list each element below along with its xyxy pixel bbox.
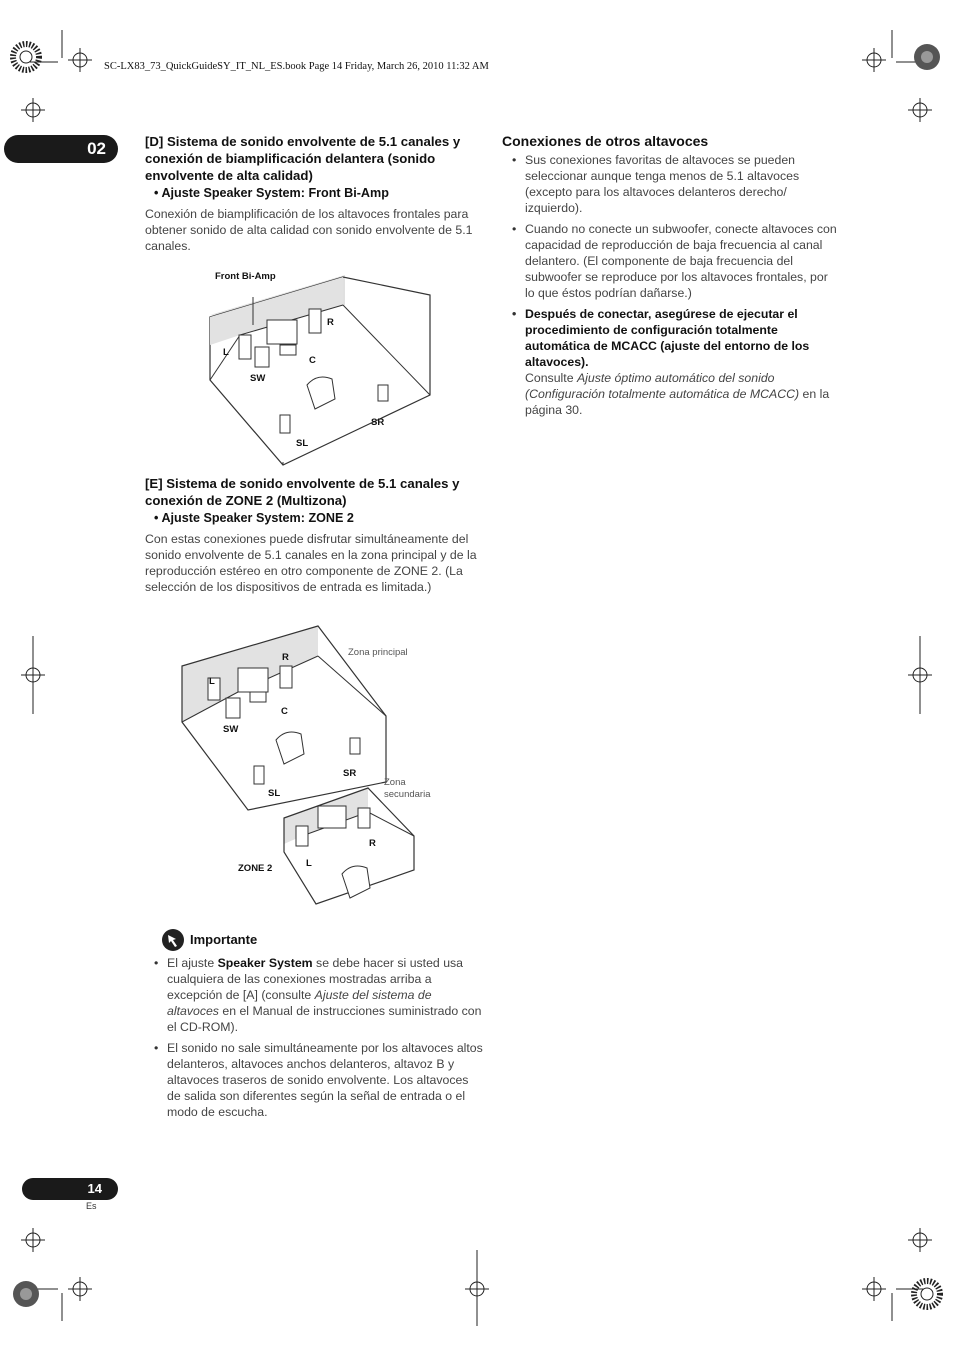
diagram-zone2 (178, 622, 448, 912)
section-e-title: [E] Sistema de sonido envolvente de 5.1 canales y conexión de ZONE 2 (Multizona) (145, 476, 460, 508)
otros-item-1: • Sus conexiones favoritas de altavoces se pueden seleccionar aunque tenga menos de 5.1 altavoces (excepto para los altavoces delanteros derecho/ izquierdo). (503, 152, 838, 216)
section-e-text: Con estas conexiones puede disfrutar simultáneamente del sonido envolvente de 5.1 canales en la zona principal y de la reproducción estéreo en otro componente de ZONE 2. (La selección de los dispositivos de entrada es limitada.) (145, 532, 477, 594)
label-C: C (281, 706, 288, 717)
label-zone2: ZONE 2 (238, 863, 273, 874)
label-SW: SW (250, 373, 266, 384)
label-R: R (327, 317, 334, 328)
label-SW: SW (223, 724, 239, 735)
language-code: Es (86, 1201, 97, 1211)
label-zona-principal: Zona principal (348, 647, 408, 658)
section-d-text: Conexión de biamplificación de los altavoces frontales para obtener sonido de alta calidad con sonido envolvente de 5.1 canales. (145, 207, 473, 253)
important-icon (161, 928, 185, 952)
label-zone2-L: L (306, 858, 312, 869)
otros-item-2: • Cuando no conecte un subwoofer, conecte altavoces con capacidad de reproducción de baja frecuencia al canal delantero. (El componente de baja frecuencia del subwoofer se reproduce por los altavoces frontales, por lo que éstos podrían dañarse.) (503, 221, 838, 301)
section-d-setting: • Ajuste Speaker System: Front Bi-Amp (154, 186, 389, 200)
label-L: L (223, 347, 229, 358)
chapter-number: 02 (87, 139, 106, 158)
label-SL: SL (268, 788, 281, 799)
otros-list (503, 152, 838, 423)
page-number: 14 (87, 1181, 102, 1196)
label-zona-secundaria-1: Zona (384, 777, 406, 788)
page-number-tab (22, 1178, 118, 1200)
importante-item-2: • El sonido no sale simultáneamente por los altavoces altos delanteros, altavoces anchos delanteros, altavoz B y altavoces traseros de sonido envolvente. Los altavoces de salida son diferentes según la señal de entrada o el modo de escucha. (145, 1040, 485, 1120)
section-d-title: [D] Sistema de sonido envolvente de 5.1 canales y conexión de biamplificación delantera (sonido envolvente de alta calidad) (145, 134, 461, 183)
importante-item-1: • El ajuste Speaker System se debe hacer si usted usa cualquiera de las conexiones mostradas arriba a excepción de [A] (consulte Ajuste del sistema de altavoces en el Manual de instrucciones suministrado con el CD-ROM). (145, 955, 485, 1035)
label-L: L (209, 676, 215, 687)
label-R: R (282, 652, 289, 663)
diagram-front-biamp (195, 265, 445, 470)
importante-list (145, 955, 485, 1125)
otros-title: Conexiones de otros altavoces (502, 133, 709, 149)
label-SR: SR (343, 768, 357, 779)
label-zone2-R: R (369, 838, 376, 849)
label-SL: SL (296, 438, 309, 449)
label-SR: SR (371, 417, 385, 428)
otros-item-3: • Después de conectar, asegúrese de ejecutar el procedimiento de configuración totalmente automática de MCACC (ajuste del entorno de los altavoces). Consulte Ajuste óptimo automático del sonido (Configuración totalmente automática de MCACC) en la página 30. (503, 306, 838, 418)
label-zona-secundaria-2: secundaria (384, 789, 431, 800)
label-C: C (309, 355, 316, 366)
print-header: SC-LX83_73_QuickGuideSY_IT_NL_ES.book Page 14 Friday, March 26, 2010 11:32 AM (104, 61, 489, 72)
section-e-setting: • Ajuste Speaker System: ZONE 2 (154, 511, 354, 525)
label-front-biamp: Front Bi-Amp (215, 271, 276, 282)
chapter-tab (4, 135, 118, 163)
importante-title: Importante (190, 932, 258, 947)
